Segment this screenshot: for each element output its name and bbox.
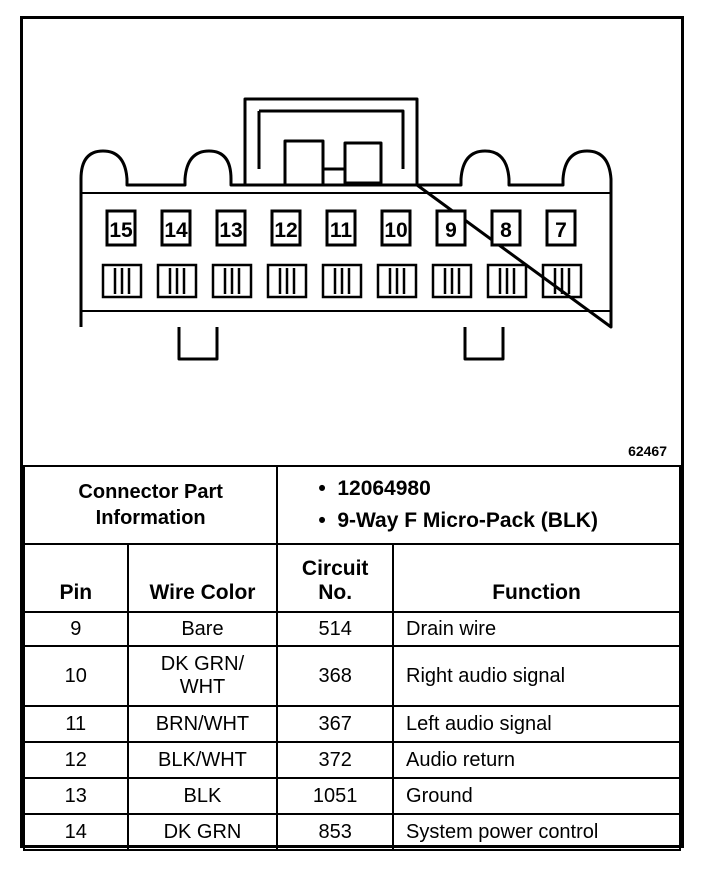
figure-id: 62467	[628, 443, 667, 459]
pin-label: 9	[445, 219, 457, 242]
table-row: 14 DK GRN 853 System power control	[24, 814, 680, 850]
pin-label: 8	[500, 219, 512, 242]
connector-figure-frame	[20, 16, 684, 848]
pin-label: 10	[384, 219, 408, 242]
header-function: Function	[393, 544, 680, 612]
connector-part-label: Connector Part Information	[24, 466, 277, 544]
part-description-line: • 9-Way F Micro-Pack (BLK)	[318, 509, 598, 532]
part-number: 12064980	[337, 477, 431, 500]
table-row: 13 BLK 1051 Ground	[24, 778, 680, 814]
table-row: 9 Bare 514 Drain wire	[24, 612, 680, 646]
pin-label: 14	[164, 219, 188, 242]
connector-diagram	[23, 19, 681, 467]
pin-label: 13	[219, 219, 243, 242]
table-row: 11 BRN/WHT 367 Left audio signal	[24, 706, 680, 742]
part-description: 9-Way F Micro-Pack (BLK)	[337, 509, 598, 532]
pin-label: 7	[555, 219, 567, 242]
header-pin: Pin	[24, 544, 128, 612]
connector-part-values	[277, 466, 680, 544]
part-number-line: • 12064980	[318, 477, 431, 500]
connector-tab-right	[465, 327, 503, 359]
pin-label: 15	[109, 219, 133, 242]
connector-tab-left	[179, 327, 217, 359]
connector-info-table	[23, 465, 681, 851]
header-wire-color: Wire Color	[128, 544, 278, 612]
pin-label: 11	[329, 219, 353, 242]
pin-label: 12	[274, 219, 298, 242]
table-row: 12 BLK/WHT 372 Audio return	[24, 742, 680, 778]
table-row: 10 DK GRN/ WHT 368 Right audio signal	[24, 646, 680, 706]
header-circuit: Circuit No.	[277, 544, 393, 612]
